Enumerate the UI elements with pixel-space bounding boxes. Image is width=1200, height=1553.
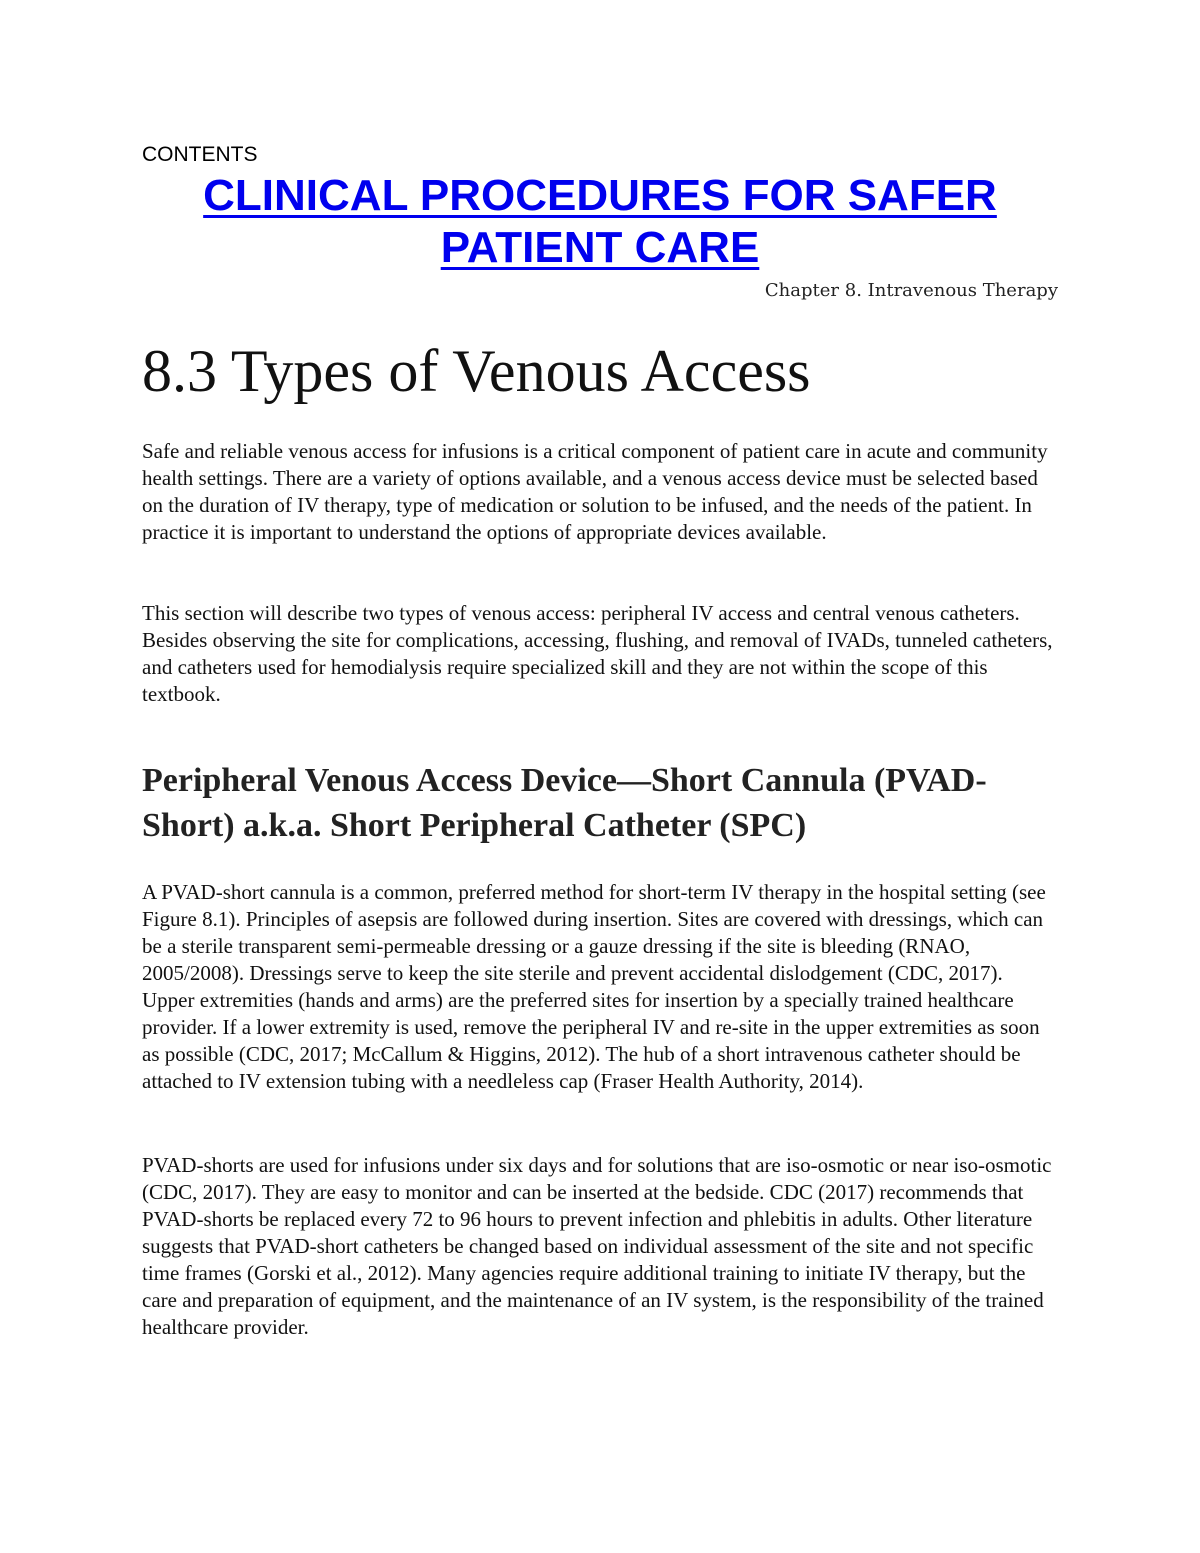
pvad-description-paragraph: A PVAD-short cannula is a common, preferred method for short-term IV therapy in the hospital setting (see Figure 8.1). Principles of asepsis are followed during insertion. Sites are covered with dressings, which can be a sterile transparent semi-permeable dressing or a gauze dressing if the site is bleeding (RNAO, 2005/2008). Dressings serve to keep the site sterile and prevent accidental dislodgement (CDC, 2017). Upper extremities (hands and arms) are the preferred sites for insertion by a specially trained healthcare provider. If a lower extremity is used, remove the peripheral IV and re-site in the upper extremities as soon as possible (CDC, 2017; McCallum & Higgins, 2012). The hub of a short intravenous catheter should be attached to IV extension tubing with a needleless cap (Fraser Health Authority, 2014). [142, 880, 1046, 1093]
section-title: 8.3 Types of Venous Access [142, 338, 811, 404]
pvad-usage-paragraph: PVAD-shorts are used for infusions under six days and for solutions that are iso-osmotic or near iso-osmotic (CDC, 2017). They are easy to monitor and can be inserted at the bedside. CDC (2017) recommends that PVAD-shorts be replaced every 72 to 96 hours to prevent infection and phlebitis in adults. Other literature suggests that PVAD-short catheters be changed based on individual assessment of the site and not specific time frames (Gorski et al., 2012). Many agencies require additional training to initiate IV therapy, but the care and preparation of equipment, and the maintenance of an IV system, is the responsibility of the trained healthcare provider. [142, 1153, 1052, 1339]
book-title-link[interactable] [203, 171, 997, 272]
subsection-heading: Peripheral Venous Access Device—Short Cannula (PVAD-Short) a.k.a. Short Peripheral Catheter (SPC) [142, 762, 987, 844]
book-title-line-2: PATIENT CARE [440, 223, 760, 272]
chapter-label: Chapter 8. Intravenous Therapy [764, 280, 1058, 301]
scope-paragraph: This section will describe two types of venous access: peripheral IV access and central venous catheters. Besides observing the site for complications, accessing, flushing, and removal of IVADs, tunneled catheters, and catheters used for hemodialysis require specialized skill and they are not within the scope of this textbook. [142, 601, 1053, 706]
contents-label: CONTENTS [142, 143, 258, 166]
intro-paragraph: Safe and reliable venous access for infusions is a critical component of patient care in acute and community health settings. There are a variety of options available, and a venous access device must be selected based on the duration of IV therapy, type of medication or solution to be infused, and the needs of the patient. In practice it is important to understand the options of appropriate devices available. [142, 439, 1048, 544]
book-title [142, 170, 1058, 274]
book-title-line-1: CLINICAL PROCEDURES FOR SAFER [203, 171, 997, 220]
